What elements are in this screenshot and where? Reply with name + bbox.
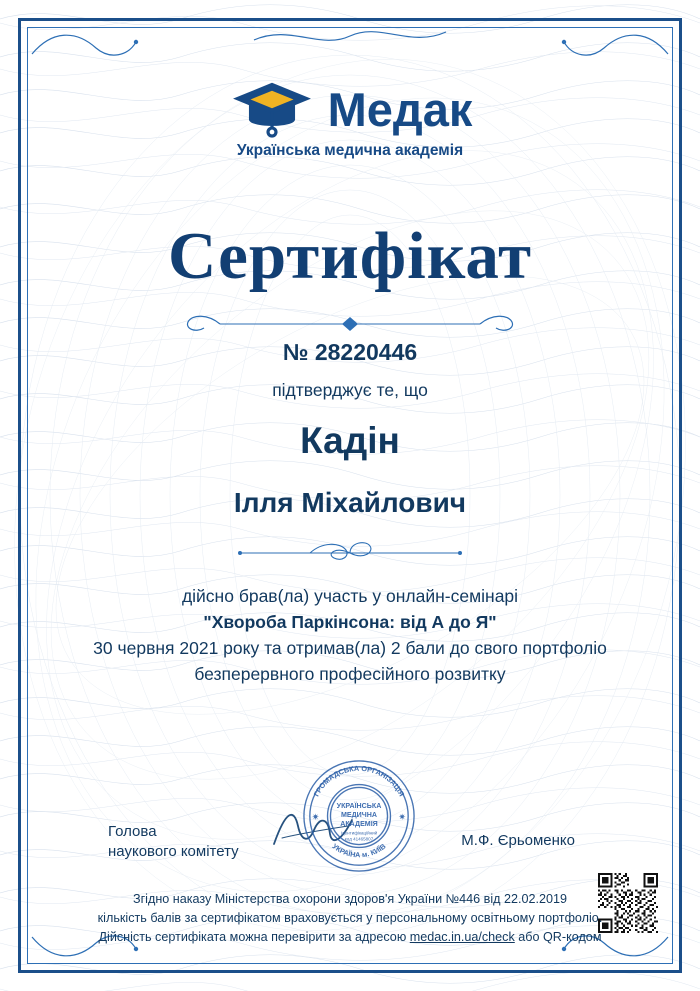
signatory-role: [108, 822, 239, 862]
footer-line-3-suffix: або QR-кодом: [514, 930, 602, 944]
recipient-last-name: Кадін: [300, 420, 400, 461]
svg-text:АКАДЕМІЯ: АКАДЕМІЯ: [340, 819, 378, 828]
svg-text:✷: ✷: [311, 811, 320, 822]
divider-under-title: [0, 312, 700, 336]
brand-logo: [0, 78, 700, 140]
recipient-first-name: Ілля Міхайлович: [233, 487, 467, 518]
svg-text:УКРАЇНА м. КИЇВ: УКРАЇНА м. КИЇВ: [330, 841, 388, 860]
signatory-name: М.Ф. Єрьоменко: [461, 832, 575, 849]
divider-above-body: [0, 540, 700, 566]
graduation-cap-icon: [228, 78, 316, 140]
svg-text:✷: ✷: [398, 811, 406, 822]
footer-line-3-prefix: Дійсність сертифіката можна перевірити за адресою: [98, 930, 410, 944]
footer-line-1: Згідно наказу Міністерства охорони здоров'я України №446 від 22.02.2019: [132, 892, 568, 906]
page-title: Сертифікат: [167, 219, 533, 293]
body-line-2: "Хвороба Паркінсона: від А до Я": [203, 612, 497, 632]
certificate-number: № 28220446: [282, 339, 418, 365]
svg-text:УКРАЇНСЬКА: УКРАЇНСЬКА: [336, 802, 382, 811]
footer: [60, 890, 640, 947]
verification-link[interactable]: medac.in.ua/check: [409, 930, 515, 944]
svg-text:код 41465807: код 41465807: [344, 836, 374, 842]
footer-line-3: [60, 928, 640, 947]
body-line-3: 30 червня 2021 року та отримав(ла) 2 бали до свого портфоліо: [93, 638, 607, 658]
official-stamp: [300, 757, 418, 875]
body-text: [50, 583, 650, 687]
svg-text:МЕДИЧНА: МЕДИЧНА: [341, 810, 377, 819]
signatory-role-line-1: Голова: [108, 823, 157, 840]
body-line-4: безперервного професійного розвитку: [194, 664, 506, 684]
logo-wordmark: Медак: [327, 82, 473, 136]
footer-line-2: кількість балів за сертифікатом враховується у персональному освітньому портфоліо.: [97, 911, 603, 925]
svg-text:Ідентифікаційний: Ідентифікаційний: [340, 830, 378, 836]
body-line-1: дійсно брав(ла) участь у онлайн-семінарі: [181, 586, 519, 606]
confirm-text: підтверджує те, що: [272, 380, 428, 400]
svg-text:ГРОМАДСЬКА ОРГАНІЗАЦІЯ: ГРОМАДСЬКА ОРГАНІЗАЦІЯ: [311, 763, 407, 798]
signatory-role-line-2: наукового комітету: [108, 843, 239, 860]
logo-subtitle: Українська медична академія: [236, 142, 464, 159]
